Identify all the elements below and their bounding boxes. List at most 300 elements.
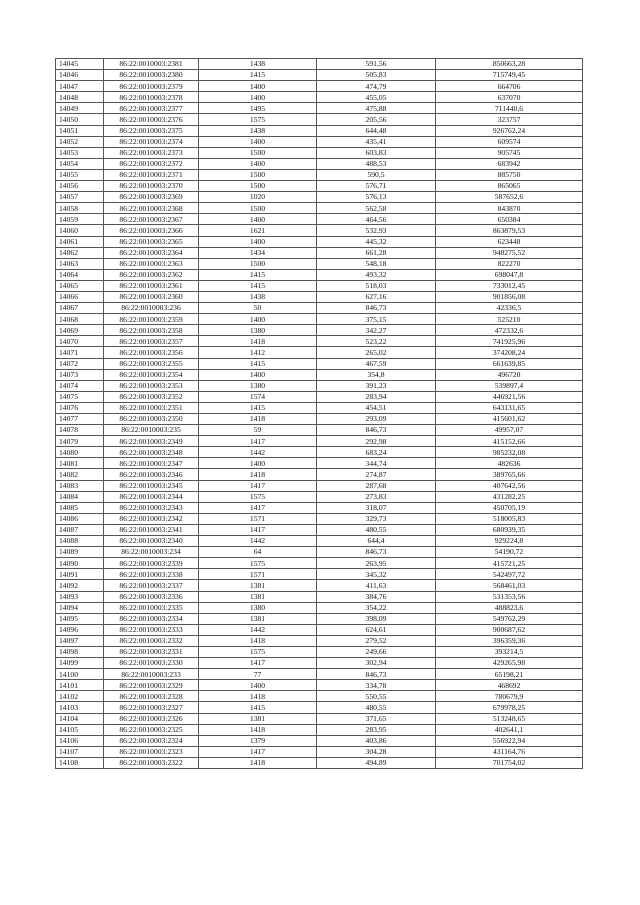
area-cell: 384,76 (317, 591, 436, 602)
row-number-cell: 14064 (56, 269, 104, 280)
table-row (56, 269, 583, 280)
value-cell: 623448 (436, 236, 583, 247)
rate-cell: 1417 (199, 524, 317, 535)
value-cell: 65198,21 (436, 669, 583, 680)
value-cell: 850663,28 (436, 59, 583, 70)
area-cell: 398,09 (317, 613, 436, 624)
row-number-cell: 14080 (56, 447, 104, 458)
rate-cell: 1400 (199, 458, 317, 469)
area-cell: 403,86 (317, 735, 436, 746)
table-row (56, 735, 583, 746)
value-cell: 415721,25 (436, 558, 583, 569)
cadastral-number-cell: 86:22:0010003:2345 (104, 480, 199, 491)
value-cell: 446921,56 (436, 391, 583, 402)
cadastral-number-cell: 86:22:0010003:2327 (104, 702, 199, 713)
cadastral-number-cell: 86:22:0010003:2365 (104, 236, 199, 247)
row-number-cell: 14089 (56, 547, 104, 558)
table-row (56, 380, 583, 391)
row-number-cell: 14088 (56, 536, 104, 547)
cadastral-number-cell: 86:22:0010003:2341 (104, 524, 199, 535)
area-cell: 644,4 (317, 536, 436, 547)
cadastral-number-cell: 86:22:0010003:2356 (104, 347, 199, 358)
row-number-cell: 14075 (56, 391, 104, 402)
row-number-cell: 14083 (56, 480, 104, 491)
table-row (56, 236, 583, 247)
cadastral-number-cell: 86:22:0010003:2357 (104, 336, 199, 347)
value-cell: 488823,6 (436, 602, 583, 613)
rate-cell: 1500 (199, 203, 317, 214)
table-row (56, 469, 583, 480)
value-cell: 531353,56 (436, 591, 583, 602)
cadastral-number-cell: 86:22:0010003:2335 (104, 602, 199, 613)
cadastral-number-cell: 86:22:0010003:2370 (104, 181, 199, 192)
row-number-cell: 14077 (56, 414, 104, 425)
row-number-cell: 14066 (56, 291, 104, 302)
area-cell: 590,5 (317, 169, 436, 180)
rate-cell: 1380 (199, 325, 317, 336)
rate-cell: 1415 (199, 280, 317, 291)
row-number-cell: 14070 (56, 336, 104, 347)
value-cell: 683942 (436, 158, 583, 169)
row-number-cell: 14091 (56, 569, 104, 580)
table-row (56, 746, 583, 757)
area-cell: 846,73 (317, 303, 436, 314)
cadastral-number-cell: 86:22:0010003:2336 (104, 591, 199, 602)
cadastral-number-cell: 86:22:0010003:2359 (104, 314, 199, 325)
rate-cell: 1417 (199, 502, 317, 513)
rate-cell: 1418 (199, 635, 317, 646)
area-cell: 249,66 (317, 646, 436, 657)
cadastral-number-cell: 86:22:0010003:2344 (104, 491, 199, 502)
table-row (56, 602, 583, 613)
row-number-cell: 14063 (56, 258, 104, 269)
row-number-cell: 14065 (56, 280, 104, 291)
value-cell: 496720 (436, 369, 583, 380)
value-cell: 431282,25 (436, 491, 583, 502)
row-number-cell: 14082 (56, 469, 104, 480)
table-row (56, 524, 583, 535)
area-cell: 603,83 (317, 147, 436, 158)
table-row (56, 635, 583, 646)
cadastral-number-cell: 86:22:0010003:2329 (104, 680, 199, 691)
value-cell: 415601,62 (436, 414, 583, 425)
value-cell: 733012,45 (436, 280, 583, 291)
area-cell: 846,73 (317, 669, 436, 680)
rate-cell: 1495 (199, 103, 317, 114)
area-cell: 279,52 (317, 635, 436, 646)
cadastral-number-cell: 86:22:0010003:2381 (104, 59, 199, 70)
cadastral-number-cell: 86:22:0010003:2348 (104, 447, 199, 458)
value-cell: 389765,66 (436, 469, 583, 480)
area-cell: 302,94 (317, 658, 436, 669)
row-number-cell: 14055 (56, 169, 104, 180)
cadastral-number-cell: 86:22:0010003:2375 (104, 125, 199, 136)
table-row (56, 624, 583, 635)
table-row (56, 502, 583, 513)
value-cell: 468692 (436, 680, 583, 691)
area-cell: 455,05 (317, 92, 436, 103)
table-row (56, 414, 583, 425)
cadastral-number-cell: 86:22:0010003:2334 (104, 613, 199, 624)
row-number-cell: 14093 (56, 591, 104, 602)
table-row (56, 513, 583, 524)
cadastral-value-table (55, 58, 583, 769)
area-cell: 683,24 (317, 447, 436, 458)
rate-cell: 1415 (199, 358, 317, 369)
table-row (56, 447, 583, 458)
value-cell: 741925,96 (436, 336, 583, 347)
table-row (56, 713, 583, 724)
value-cell: 822270 (436, 258, 583, 269)
value-cell: 482636 (436, 458, 583, 469)
area-cell: 494,89 (317, 757, 436, 768)
rate-cell: 1400 (199, 92, 317, 103)
table-row (56, 391, 583, 402)
value-cell: 393214,5 (436, 646, 583, 657)
value-cell: 948275,52 (436, 247, 583, 258)
row-number-cell: 14105 (56, 724, 104, 735)
row-number-cell: 14050 (56, 114, 104, 125)
row-number-cell: 14045 (56, 59, 104, 70)
area-cell: 474,79 (317, 81, 436, 92)
cadastral-number-cell: 86:22:0010003:2326 (104, 713, 199, 724)
row-number-cell: 14098 (56, 646, 104, 657)
rate-cell: 1415 (199, 702, 317, 713)
cadastral-number-cell: 86:22:0010003:2331 (104, 646, 199, 657)
area-cell: 304,28 (317, 746, 436, 757)
area-cell: 318,07 (317, 502, 436, 513)
value-cell: 863879,53 (436, 225, 583, 236)
rate-cell: 1381 (199, 580, 317, 591)
rate-cell: 1400 (199, 214, 317, 225)
table-row (56, 81, 583, 92)
area-cell: 342,27 (317, 325, 436, 336)
row-number-cell: 14092 (56, 580, 104, 591)
row-number-cell: 14059 (56, 214, 104, 225)
table-row (56, 536, 583, 547)
row-number-cell: 14068 (56, 314, 104, 325)
row-number-cell: 14054 (56, 158, 104, 169)
value-cell: 429265,98 (436, 658, 583, 669)
table-row (56, 702, 583, 713)
rate-cell: 1418 (199, 336, 317, 347)
rate-cell: 1418 (199, 469, 317, 480)
rate-cell: 1417 (199, 658, 317, 669)
area-cell: 283,95 (317, 724, 436, 735)
row-number-cell: 14094 (56, 602, 104, 613)
row-number-cell: 14096 (56, 624, 104, 635)
cadastral-number-cell: 86:22:0010003:233 (104, 669, 199, 680)
area-cell: 454,51 (317, 402, 436, 413)
area-cell: 644,48 (317, 125, 436, 136)
row-number-cell: 14099 (56, 658, 104, 669)
rate-cell: 1438 (199, 59, 317, 70)
rate-cell: 1418 (199, 757, 317, 768)
rate-cell: 1400 (199, 158, 317, 169)
rate-cell: 1418 (199, 691, 317, 702)
cadastral-number-cell: 86:22:0010003:2360 (104, 291, 199, 302)
cadastral-number-cell: 86:22:0010003:2323 (104, 746, 199, 757)
area-cell: 576,13 (317, 192, 436, 203)
row-number-cell: 14090 (56, 558, 104, 569)
area-cell: 344,74 (317, 458, 436, 469)
table-row (56, 591, 583, 602)
cadastral-number-cell: 86:22:0010003:2337 (104, 580, 199, 591)
rate-cell: 1575 (199, 114, 317, 125)
value-cell: 556922,94 (436, 735, 583, 746)
row-number-cell: 14100 (56, 669, 104, 680)
area-cell: 576,71 (317, 181, 436, 192)
value-cell: 664706 (436, 81, 583, 92)
value-cell: 985232,08 (436, 447, 583, 458)
cadastral-number-cell: 86:22:0010003:2363 (104, 258, 199, 269)
table-row (56, 691, 583, 702)
value-cell: 885750 (436, 169, 583, 180)
rate-cell: 1381 (199, 713, 317, 724)
row-number-cell: 14048 (56, 92, 104, 103)
table-row (56, 480, 583, 491)
area-cell: 562,58 (317, 203, 436, 214)
rate-cell: 1418 (199, 414, 317, 425)
rate-cell: 1381 (199, 613, 317, 624)
value-cell: 396359,36 (436, 635, 583, 646)
row-number-cell: 14051 (56, 125, 104, 136)
row-number-cell: 14107 (56, 746, 104, 757)
rate-cell: 1438 (199, 125, 317, 136)
area-cell: 475,88 (317, 103, 436, 114)
area-cell: 624,61 (317, 624, 436, 635)
cadastral-number-cell: 86:22:0010003:2369 (104, 192, 199, 203)
value-cell: 680939,35 (436, 524, 583, 535)
cadastral-number-cell: 86:22:0010003:236 (104, 303, 199, 314)
value-cell: 780679,9 (436, 691, 583, 702)
value-cell: 609574 (436, 136, 583, 147)
rate-cell: 1381 (199, 591, 317, 602)
cadastral-number-cell: 86:22:0010003:2328 (104, 691, 199, 702)
table-row (56, 70, 583, 81)
row-number-cell: 14072 (56, 358, 104, 369)
cadastral-number-cell: 86:22:0010003:2340 (104, 536, 199, 547)
value-cell: 42336,5 (436, 303, 583, 314)
area-cell: 354,8 (317, 369, 436, 380)
cadastral-number-cell: 86:22:0010003:2351 (104, 402, 199, 413)
row-number-cell: 14053 (56, 147, 104, 158)
value-cell: 525210 (436, 314, 583, 325)
row-number-cell: 14078 (56, 425, 104, 436)
row-number-cell: 14101 (56, 680, 104, 691)
area-cell: 411,63 (317, 580, 436, 591)
value-cell: 513248,65 (436, 713, 583, 724)
value-cell: 650384 (436, 214, 583, 225)
value-cell: 711440,6 (436, 103, 583, 114)
rate-cell: 1500 (199, 169, 317, 180)
rate-cell: 1415 (199, 402, 317, 413)
table-row (56, 402, 583, 413)
value-cell: 643131,65 (436, 402, 583, 413)
value-cell: 323757 (436, 114, 583, 125)
table-row (56, 181, 583, 192)
area-cell: 273,83 (317, 491, 436, 502)
rate-cell: 1380 (199, 602, 317, 613)
cadastral-number-cell: 86:22:0010003:2364 (104, 247, 199, 258)
row-number-cell: 14073 (56, 369, 104, 380)
area-cell: 287,68 (317, 480, 436, 491)
table-row (56, 203, 583, 214)
table-row (56, 336, 583, 347)
value-cell: 905745 (436, 147, 583, 158)
cadastral-number-cell: 86:22:0010003:2368 (104, 203, 199, 214)
cadastral-number-cell: 86:22:0010003:2353 (104, 380, 199, 391)
value-cell: 701754,02 (436, 757, 583, 768)
table-row (56, 436, 583, 447)
table-row (56, 724, 583, 735)
row-number-cell: 14058 (56, 203, 104, 214)
table-row (56, 347, 583, 358)
rate-cell: 50 (199, 303, 317, 314)
cadastral-number-cell: 86:22:0010003:2338 (104, 569, 199, 580)
cadastral-number-cell: 86:22:0010003:2380 (104, 70, 199, 81)
cadastral-number-cell: 86:22:0010003:2325 (104, 724, 199, 735)
row-number-cell: 14069 (56, 325, 104, 336)
area-cell: 445,32 (317, 236, 436, 247)
area-cell: 523,22 (317, 336, 436, 347)
cadastral-number-cell: 86:22:0010003:2378 (104, 92, 199, 103)
value-cell: 843870 (436, 203, 583, 214)
cadastral-number-cell: 86:22:0010003:2332 (104, 635, 199, 646)
table-row (56, 369, 583, 380)
cadastral-number-cell: 86:22:0010003:2324 (104, 735, 199, 746)
area-cell: 293,09 (317, 414, 436, 425)
area-cell: 480,55 (317, 702, 436, 713)
rate-cell: 1418 (199, 724, 317, 735)
table-row (56, 314, 583, 325)
area-cell: 591,56 (317, 59, 436, 70)
value-cell: 901856,08 (436, 291, 583, 302)
cadastral-number-cell: 86:22:0010003:2379 (104, 81, 199, 92)
table-row (56, 291, 583, 302)
value-cell: 450705,19 (436, 502, 583, 513)
rate-cell: 1571 (199, 513, 317, 524)
area-cell: 274,87 (317, 469, 436, 480)
table-row (56, 214, 583, 225)
table-row (56, 303, 583, 314)
row-number-cell: 14081 (56, 458, 104, 469)
row-number-cell: 14104 (56, 713, 104, 724)
rate-cell: 1500 (199, 258, 317, 269)
value-cell: 54190,72 (436, 547, 583, 558)
rate-cell: 1380 (199, 380, 317, 391)
value-cell: 542497,72 (436, 569, 583, 580)
row-number-cell: 14085 (56, 502, 104, 513)
row-number-cell: 14057 (56, 192, 104, 203)
value-cell: 549762,29 (436, 613, 583, 624)
cadastral-number-cell: 86:22:0010003:235 (104, 425, 199, 436)
area-cell: 532,93 (317, 225, 436, 236)
table-row (56, 680, 583, 691)
row-number-cell: 14086 (56, 513, 104, 524)
cadastral-number-cell: 86:22:0010003:2330 (104, 658, 199, 669)
cadastral-number-cell: 86:22:0010003:2372 (104, 158, 199, 169)
rate-cell: 1442 (199, 624, 317, 635)
cadastral-number-cell: 86:22:0010003:2373 (104, 147, 199, 158)
area-cell: 505,83 (317, 70, 436, 81)
table-row (56, 425, 583, 436)
value-cell: 374208,24 (436, 347, 583, 358)
table-row (56, 280, 583, 291)
cadastral-number-cell: 86:22:0010003:2374 (104, 136, 199, 147)
rate-cell: 1412 (199, 347, 317, 358)
table-row (56, 613, 583, 624)
value-cell: 407642,56 (436, 480, 583, 491)
value-cell: 568461,03 (436, 580, 583, 591)
table-row (56, 491, 583, 502)
rate-cell: 1400 (199, 81, 317, 92)
area-cell: 480,55 (317, 524, 436, 535)
row-number-cell: 14060 (56, 225, 104, 236)
value-cell: 472332,6 (436, 325, 583, 336)
rate-cell: 1575 (199, 646, 317, 657)
rate-cell: 77 (199, 669, 317, 680)
value-cell: 431164,76 (436, 746, 583, 757)
area-cell: 550,55 (317, 691, 436, 702)
table-row (56, 646, 583, 657)
table-row (56, 114, 583, 125)
value-cell: 926762,24 (436, 125, 583, 136)
area-cell: 283,94 (317, 391, 436, 402)
rate-cell: 1400 (199, 136, 317, 147)
table-row (56, 192, 583, 203)
table-body (56, 59, 583, 769)
rate-cell: 1400 (199, 369, 317, 380)
rate-cell: 59 (199, 425, 317, 436)
area-cell: 548,18 (317, 258, 436, 269)
table-row (56, 258, 583, 269)
row-number-cell: 14087 (56, 524, 104, 535)
area-cell: 329,73 (317, 513, 436, 524)
cadastral-number-cell: 86:22:0010003:2362 (104, 269, 199, 280)
cadastral-number-cell: 86:22:0010003:2371 (104, 169, 199, 180)
row-number-cell: 14062 (56, 247, 104, 258)
area-cell: 205,56 (317, 114, 436, 125)
table-row (56, 658, 583, 669)
row-number-cell: 14084 (56, 491, 104, 502)
rate-cell: 1417 (199, 480, 317, 491)
rate-cell: 1442 (199, 536, 317, 547)
value-cell: 49957,07 (436, 425, 583, 436)
area-cell: 375,15 (317, 314, 436, 325)
rate-cell: 1415 (199, 269, 317, 280)
area-cell: 846,73 (317, 547, 436, 558)
cadastral-number-cell: 86:22:0010003:2354 (104, 369, 199, 380)
rate-cell: 1575 (199, 491, 317, 502)
cadastral-number-cell: 86:22:0010003:2333 (104, 624, 199, 635)
rate-cell: 1417 (199, 436, 317, 447)
rate-cell: 1571 (199, 569, 317, 580)
value-cell: 929224,8 (436, 536, 583, 547)
rate-cell: 1574 (199, 391, 317, 402)
row-number-cell: 14046 (56, 70, 104, 81)
row-number-cell: 14079 (56, 436, 104, 447)
table-row (56, 103, 583, 114)
cadastral-number-cell: 86:22:0010003:2376 (104, 114, 199, 125)
table-row (56, 757, 583, 768)
rate-cell: 1415 (199, 70, 317, 81)
cadastral-number-cell: 86:22:0010003:2350 (104, 414, 199, 425)
row-number-cell: 14095 (56, 613, 104, 624)
cadastral-number-cell: 86:22:0010003:2349 (104, 436, 199, 447)
row-number-cell: 14074 (56, 380, 104, 391)
area-cell: 391,23 (317, 380, 436, 391)
